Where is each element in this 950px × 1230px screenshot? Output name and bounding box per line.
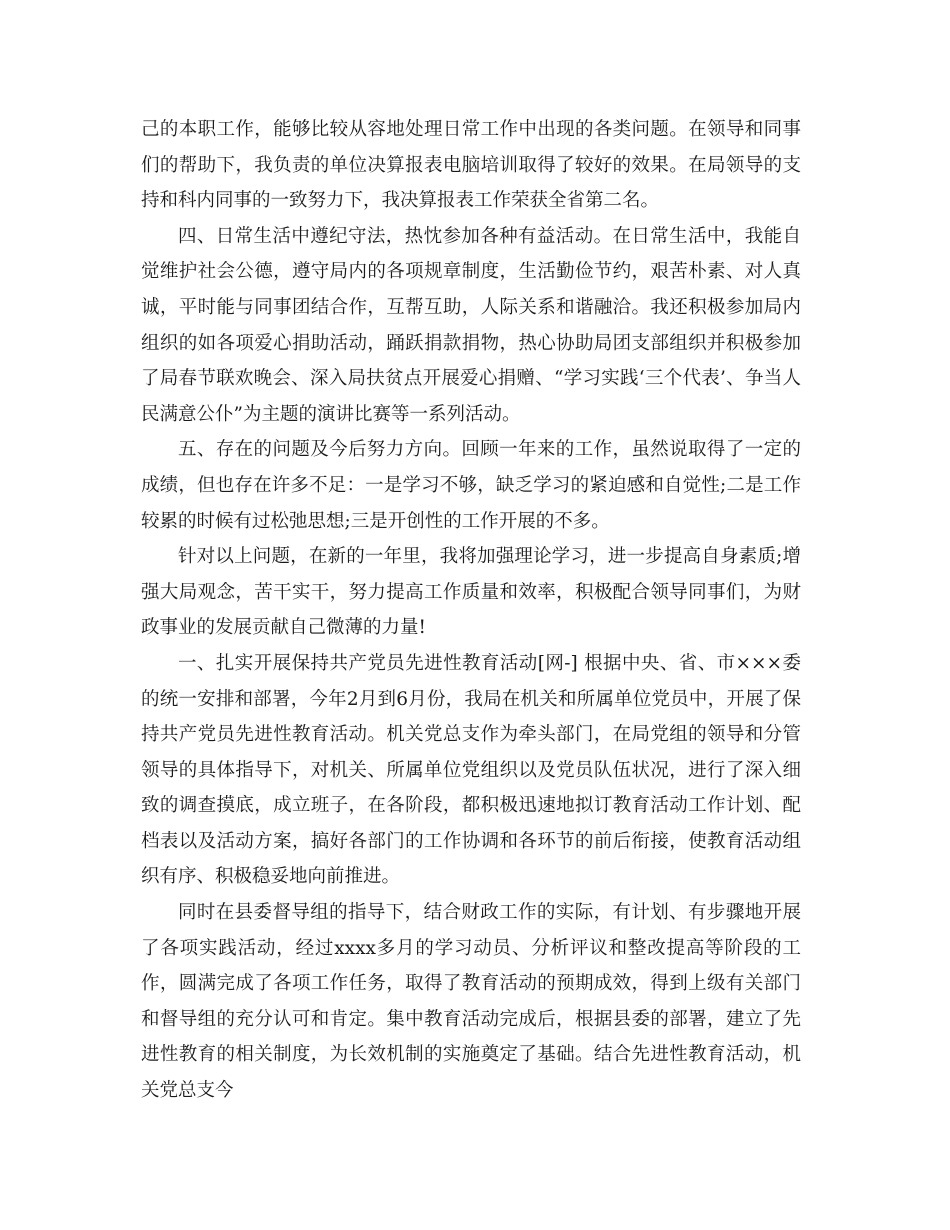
paragraph-daily-life: 四、日常生活中遵纪守法，热忱参加各种有益活动。在日常生活中，我能自觉维护社会公德，遵守局内的各项规章制度，生活勤俭节约，艰苦朴素、对人真诚，平时能与同事团结合作，互帮互助，人际关系和谐融洽。我还积极参加局内组织的如各项爱心捐助活动，踊跃捐款捐物，热心协助局团支部组织并积极参加了局春节联欢晚会、深入局扶贫点开展爱心捐赠、“学习实践‘三个代表’、争当人民满意公仆”为主题的演讲比赛等一系列活动。 <box>141 225 801 425</box>
paragraph-plans: 针对以上问题，在新的一年里，我将加强理论学习，进一步提高自身素质;增强大局观念，苦干实干，努力提高工作质量和效率，积极配合领导同事们，为财政事业的发展贡献自己微薄的力量! <box>141 546 801 639</box>
document-body <box>141 112 801 1109</box>
paragraph-continuation: 己的本职工作，能够比较从容地处理日常工作中出现的各类问题。在领导和同事们的帮助下，我负责的单位决算报表电脑培训取得了较好的效果。在局领导的支持和科内同事的一致努力下，我决算报表工作荣获全省第二名。 <box>141 119 801 212</box>
paragraph-problems: 五、存在的问题及今后努力方向。回顾一年来的工作，虽然说取得了一定的成绩，但也存在许多不足：一是学习不够，缺乏学习的紧迫感和自觉性;二是工作较累的时候有过松弛思想;三是开创性的工作开展的不多。 <box>141 439 801 532</box>
paragraph-education-activity: 一、扎实开展保持共产党员先进性教育活动[网-] 根据中央、省、市×××委的统一安排和部署，今年2月到6月份，我局在机关和所属单位党员中，开展了保持共产党员先进性教育活动。机关党总支作为牵头部门，在局党组的领导和分管领导的具体指导下，对机关、所属单位党组织以及党员队伍状况，进行了深入细致的调查摸底，成立班子，在各阶段，都积极迅速地拟订教育活动工作计划、配档表以及活动方案，搞好各部门的工作协调和各环节的前后衔接，使教育活动组织有序、积极稳妥地向前推进。 <box>141 652 801 888</box>
paragraph-practice-activity: 同时在县委督导组的指导下，结合财政工作的实际，有计划、有步骤地开展了各项实践活动，经过xxxx多月的学习动员、分析评议和整改提高等阶段的工作，圆满完成了各项工作任务，取得了教育活动的预期成效，得到上级有关部门和督导组的充分认可和肯定。集中教育活动完成后，根据县委的部署，建立了先进性教育的相关制度，为长效机制的实施奠定了基础。结合先进性教育活动，机关党总支今 <box>141 902 801 1102</box>
